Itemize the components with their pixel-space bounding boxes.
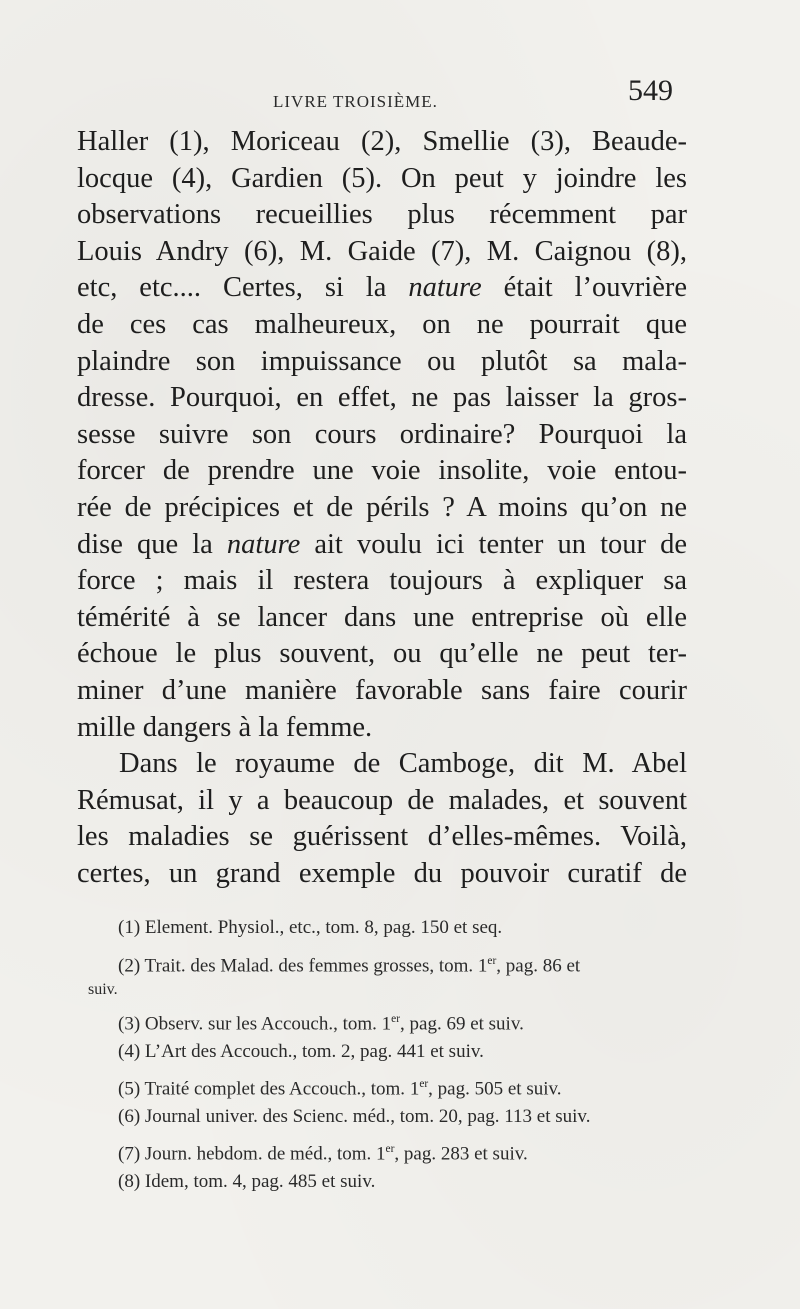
text-line: etc, etc.... Certes, si la nature était l’ouvrière xyxy=(77,272,688,304)
footnote: (6) Journal univer. des Scienc. méd., tom. 20, pag. 113 et suiv. xyxy=(118,1105,591,1127)
text-line: locque (4), Gardien (5). On peut y joindre les xyxy=(77,162,687,194)
text-line: Rémusat, il y a beaucoup de malades, et souvent xyxy=(77,784,687,816)
footnote: (7) Journ. hebdom. de méd., tom. 1er, pag. 283 et suiv. xyxy=(118,1143,528,1165)
text-line: Dans le royaume de Camboge, dit M. Abel xyxy=(119,748,687,780)
footnote: (5) Traité complet des Accouch., tom. 1er, pag. 505 et suiv. xyxy=(118,1078,562,1100)
text-line: miner d’une manière favorable sans faire courir xyxy=(77,674,687,706)
text-line: sesse suivre son cours ordinaire? Pourquoi la xyxy=(77,418,687,450)
body-text xyxy=(77,124,687,892)
page-number: 549 xyxy=(628,74,673,107)
text-line: de ces cas malheureux, on ne pourrait que xyxy=(77,308,687,340)
text-line: force ; mais il restera toujours à expliquer sa xyxy=(77,565,687,597)
text-line: mille dangers à la femme. xyxy=(77,711,373,743)
text-line: rée de précipices et de périls ? A moins qu’on ne xyxy=(77,491,687,523)
running-head: LIVRE TROISIÈME. xyxy=(273,92,438,111)
text-line: dresse. Pourquoi, en effet, ne pas laisser la gros- xyxy=(77,382,687,414)
page-header xyxy=(75,74,675,114)
text-line: les maladies se guérissent d’elles-mêmes. Voilà, xyxy=(77,821,687,853)
text-line: plaindre son impuissance ou plutôt sa mala- xyxy=(77,345,687,377)
text-line: forcer de prendre une voie insolite, voie entou- xyxy=(77,455,687,487)
footnote-continuation: suiv. xyxy=(88,981,118,998)
text-line: Louis Andry (6), M. Gaide (7), M. Caignou (8), xyxy=(77,235,687,267)
text-line: témérité à se lancer dans une entreprise où elle xyxy=(77,601,687,633)
text-line: observations recueillies plus récemment par xyxy=(77,199,687,231)
footnote: (1) Element. Physiol., etc., tom. 8, pag. 150 et seq. xyxy=(118,917,503,938)
footnotes xyxy=(88,912,698,1198)
text-line: Haller (1), Moriceau (2), Smellie (3), Beaude- xyxy=(77,126,687,157)
text-line: dise que la nature ait voulu ici tenter un tour de xyxy=(77,528,687,560)
footnote: (4) L’Art des Accouch., tom. 2, pag. 441 et suiv. xyxy=(118,1040,484,1062)
text-line: échoue le plus souvent, ou qu’elle ne peut ter- xyxy=(77,638,687,670)
footnote: (2) Trait. des Malad. des femmes grosses, tom. 1er, pag. 86 et xyxy=(118,954,581,976)
text-line: certes, un grand exemple du pouvoir curatif de xyxy=(77,857,687,889)
footnote: (3) Observ. sur les Accouch., tom. 1er, pag. 69 et suiv. xyxy=(118,1013,524,1035)
footnote: (8) Idem, tom. 4, pag. 485 et suiv. xyxy=(118,1170,376,1192)
